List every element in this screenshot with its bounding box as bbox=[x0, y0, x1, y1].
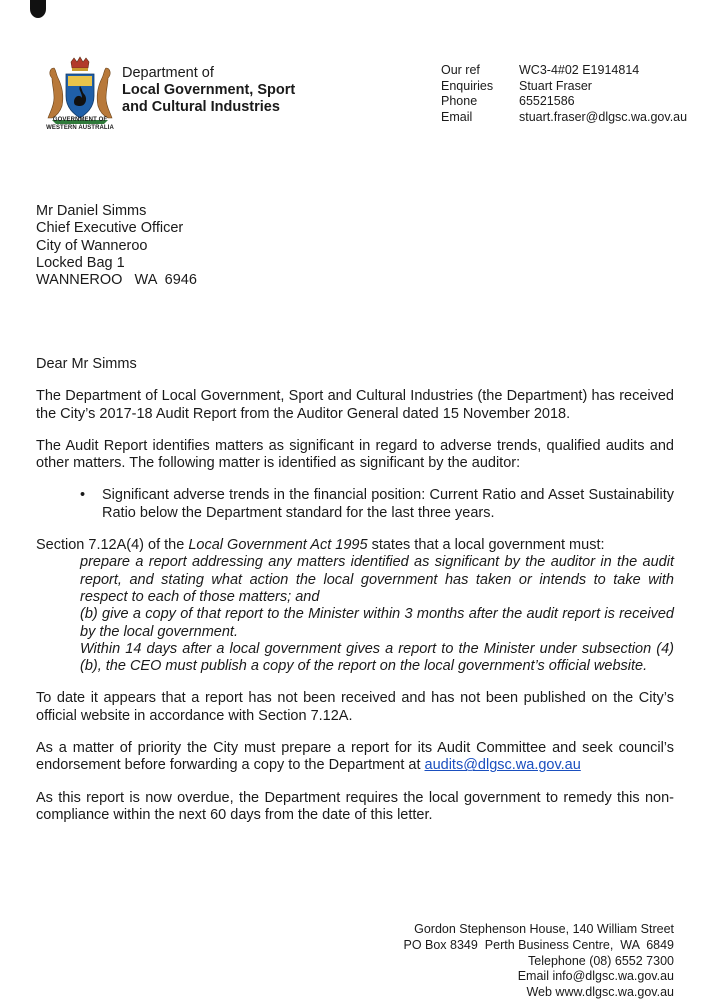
email-row: Email stuart.fraser@dlgsc.wa.gov.au bbox=[441, 109, 688, 124]
bullet-text: Significant adverse trends in the financial position: Current Ratio and Asset Sustainability Ratio below the Department standard for the last three years. bbox=[102, 487, 674, 521]
paragraph-1: The Department of Local Government, Sport and Cultural Industries (the Department) has received the City’s 2017-18 Audit Report from the Auditor General dated 15 November 2018. bbox=[36, 388, 674, 422]
recipient-address bbox=[36, 203, 197, 289]
recipient-street: Locked Bag 1 bbox=[36, 254, 125, 271]
letter-body bbox=[36, 356, 674, 824]
quote-b: (b) give a copy of that report to the Minister within 3 months after the audit report is received by the local government. bbox=[80, 606, 674, 640]
recipient-title: Chief Executive Officer bbox=[36, 220, 184, 237]
quote-a: prepare a report addressing any matters identified as significant by the auditor in the audit report, and stating what action the local government has taken or intends to take with respect to each of those matters; and bbox=[80, 554, 674, 605]
footer-web: Web www.dlgsc.wa.gov.au bbox=[526, 985, 674, 1000]
footer-contact bbox=[403, 922, 674, 1001]
paragraph-6: As this report is now overdue, the Department requires the local government to remedy this non-compliance within the next 60 days from the date of this letter. bbox=[36, 789, 674, 823]
recipient-name: Mr Daniel Simms bbox=[36, 203, 147, 219]
bullet-dot: • bbox=[80, 487, 86, 504]
ref-row: Our ref WC3-4#02 E1914814 bbox=[441, 63, 640, 77]
recipient-locality: WANNEROO WA 6946 bbox=[36, 272, 197, 289]
salutation: Dear Mr Simms bbox=[36, 356, 137, 372]
footer-street: Gordon Stephenson House, 140 William Street bbox=[414, 922, 674, 936]
crest-caption-line1: GOVERNMENT OF bbox=[52, 117, 108, 123]
scan-mark bbox=[30, 0, 46, 18]
paragraph-4: To date it appears that a report has not been received and has not been published on the City’s official website in accordance with Section 7.12A. bbox=[36, 690, 674, 724]
footer-po-box: PO Box 8349 Perth Business Centre, WA 6849 bbox=[403, 937, 674, 952]
act-title: Local Government Act 1995 bbox=[188, 537, 368, 554]
bullet-item bbox=[80, 487, 674, 522]
crest-caption-line2: WESTERN AUSTRALIA bbox=[46, 125, 114, 131]
department-name bbox=[122, 65, 295, 116]
dept-line3: and Cultural Industries bbox=[122, 99, 280, 115]
enquiries-row: Enquiries Stuart Fraser bbox=[441, 78, 592, 93]
phone-row: Phone 65521586 bbox=[441, 94, 575, 108]
footer-telephone: Telephone (08) 6552 7300 bbox=[528, 953, 674, 968]
recipient-organisation: City of Wanneroo bbox=[36, 237, 148, 254]
quote-c: Within 14 days after a local government gives a report to the Minister under subsection (4)(b), the CEO must publish a copy of the report on the local government’s official website. bbox=[80, 640, 674, 675]
dept-line2: Local Government, Sport bbox=[122, 82, 296, 98]
dept-line1: Department of bbox=[122, 65, 214, 81]
audits-email-link[interactable]: audits@dlgsc.wa.gov.au bbox=[424, 757, 581, 774]
paragraph-5: As a matter of priority the City must prepare a report for its Audit Committee and seek council’s endorsement before forwarding a copy to the Department at audits@dlgsc.wa.gov.au bbox=[36, 740, 674, 774]
section-intro: Section 7.12A(4) of the Local Government Act 1995 states that a local government must: bbox=[36, 537, 605, 554]
crest-caption bbox=[38, 116, 122, 132]
reference-block bbox=[441, 63, 687, 125]
paragraph-2: The Audit Report identifies matters as significant in regard to adverse trends, qualified audits and other matters. The following matter is identified as significant by the auditor: bbox=[36, 437, 674, 472]
footer-email: Email info@dlgsc.wa.gov.au bbox=[517, 969, 674, 984]
